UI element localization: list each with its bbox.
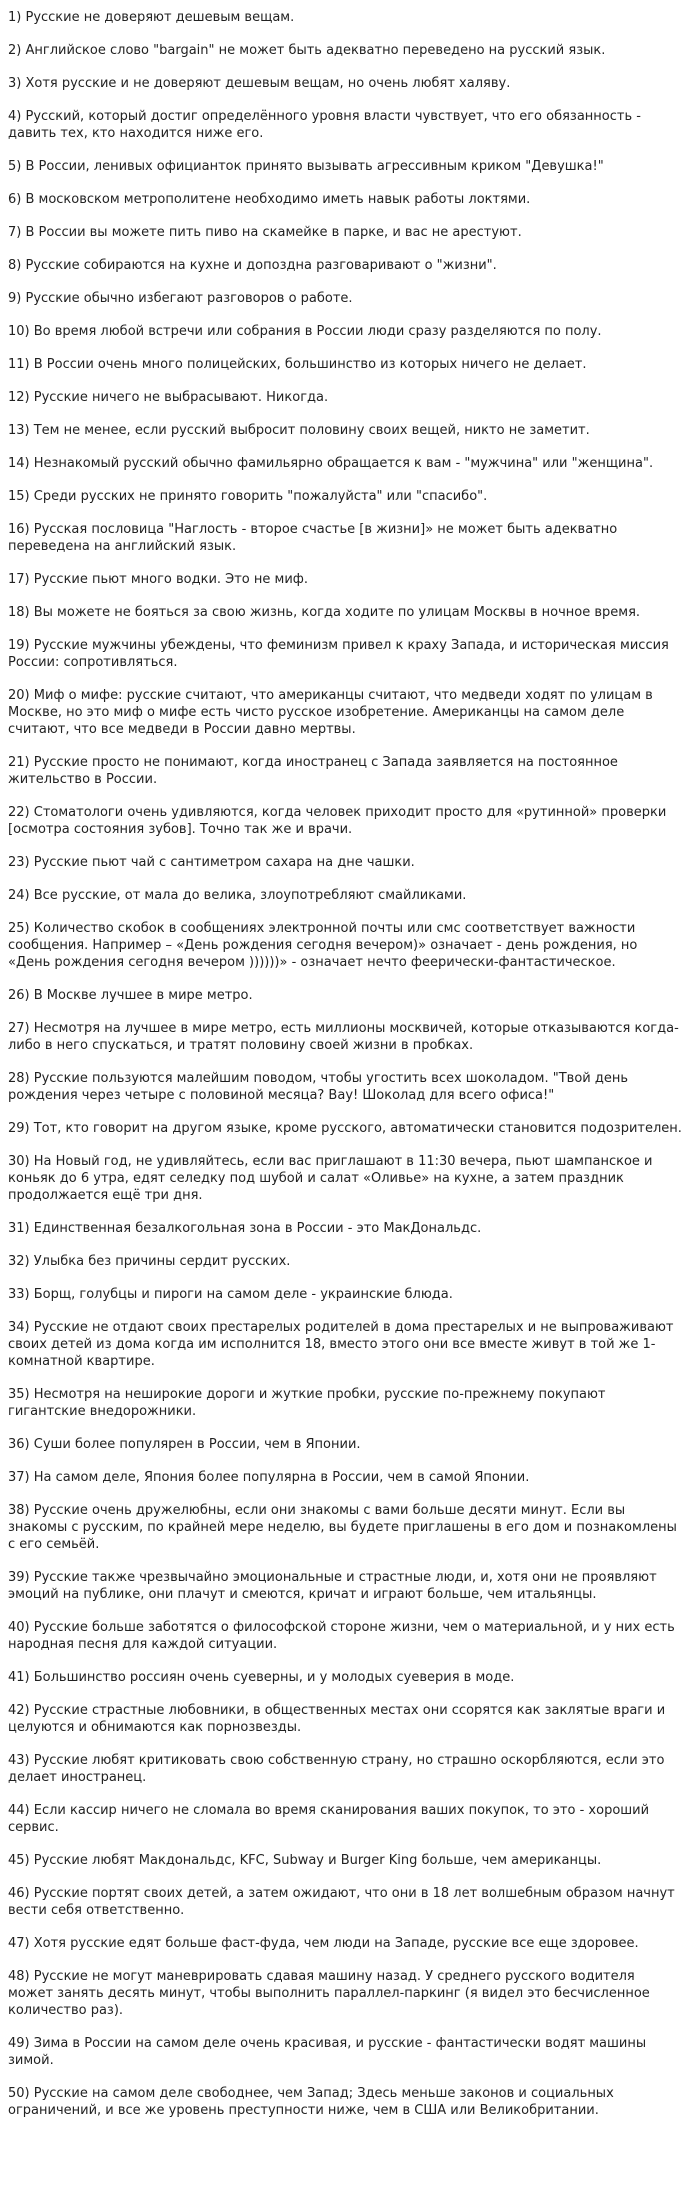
list-item: 2) Английское слово "bargain" не может быть адекватно переведено на русский язык. — [8, 43, 606, 58]
list-item: 8) Русские собираются на кухне и допоздна разговаривают о "жизни". — [8, 258, 497, 273]
list-item: 17) Русские пьют много водки. Это не миф. — [8, 572, 309, 587]
list-item: 48) Русские не могут маневрировать сдавая машину назад. У среднего русского водителя может занять десять минут, чтобы выполнить параллел-паркинг (я видел это бесчисленное количество раз). — [8, 1969, 650, 2018]
list-item: 35) Несмотря на неширокие дороги и жуткие пробки, русские по-прежнему покупают гигантские внедорожники. — [8, 1387, 606, 1419]
list-item: 42) Русские страстные любовники, в общественных местах они ссорятся как заклятые враги и целуются и обнимаются как порнозвезды. — [8, 1703, 666, 1735]
list-item: 6) В московском метрополитене необходимо иметь навык работы локтями. — [8, 192, 531, 207]
list-item: 21) Русские просто не понимают, когда иностранец с Запада заявляется на постоянное жительство в России. — [8, 755, 618, 787]
list-item: 18) Вы можете не бояться за свою жизнь, когда ходите по улицам Москвы в ночное время. — [8, 605, 641, 620]
list-item: 43) Русские любят критиковать свою собственную страну, но страшно оскорбляются, если это делает иностранец. — [8, 1753, 665, 1785]
list-item: 45) Русские любят Макдональдс, KFC, Subway и Burger King больше, чем американцы. — [8, 1853, 602, 1868]
list-item: 36) Суши более популярен в России, чем в Японии. — [8, 1437, 361, 1452]
list-item: 47) Хотя русские едят больше фаст-фуда, чем люди на Западе, русские все еще здоровее. — [8, 1936, 639, 1951]
list-item: 24) Все русские, от мала до велика, злоупотребляют смайликами. — [8, 888, 467, 903]
list-item: 40) Русские больше заботятся о философской стороне жизни, чем о материальной, и у них есть народная песня для каждой ситуации. — [8, 1620, 675, 1652]
list-item: 16) Русская пословица "Наглость - второе счастье [в жизни]» не может быть адекватно переведена на английский язык. — [8, 522, 618, 554]
list-item: 46) Русские портят своих детей, а затем ожидают, что они в 18 лет волшебным образом начнут вести себя ответственно. — [8, 1886, 675, 1918]
list-item: 50) Русские на самом деле свободнее, чем Запад; Здесь меньше законов и социальных ограничений, и все же уровень преступности ниже, чем в США или Великобритании. — [8, 2086, 614, 2118]
list-item: 32) Улыбка без причины сердит русских. — [8, 1254, 291, 1269]
list-item: 34) Русские не отдают своих престарелых родителей в дома престарелых и не выпроваживают своих детей из дома когда им исполнится 18, вместо этого они все вместе живут в той же 1-комнатной квартире. — [8, 1320, 674, 1369]
list-item: 23) Русские пьют чай с сантиметром сахара на дне чашки. — [8, 855, 415, 870]
list-item: 27) Несмотря на лучшее в мире метро, есть миллионы москвичей, которые отказываются когда-либо в него спускаться, и тратят половину своей жизни в пробках. — [8, 1021, 679, 1053]
list-item: 33) Борщ, голубцы и пироги на самом деле - украинские блюда. — [8, 1287, 453, 1302]
list-item: 11) В России очень много полицейских, большинство из которых ничего не делает. — [8, 357, 587, 372]
list-item: 25) Количество скобок в сообщениях электронной почты или смс соответствует важности сообщения. Например – «День рождения сегодня вечером)» означает - день рождения, но «День рождения сегодня вечером ))))))» - означает нечто феерически-фантастическое. — [8, 921, 638, 970]
list-item: 5) В России, ленивых официанток принято вызывать агрессивным криком "Девушка!" — [8, 159, 604, 174]
list-item: 9) Русские обычно избегают разговоров о работе. — [8, 291, 353, 306]
list-item: 4) Русский, который достиг определённого уровня власти чувствует, что его обязанность - давить тех, кто находится ниже его. — [8, 109, 641, 141]
list-item: 44) Если кассир ничего не сломала во время сканирования ваших покупок, то это - хороший сервис. — [8, 1803, 650, 1835]
list-item: 29) Тот, кто говорит на другом языке, кроме русского, автоматически становится подозрителен. — [8, 1121, 682, 1136]
list-item: 39) Русские также чрезвычайно эмоциональные и страстные люди, и, хотя они не проявляют эмоций на публике, они плачут и смеются, кричат и играют больше, чем итальянцы. — [8, 1570, 657, 1602]
list-item: 19) Русские мужчины убеждены, что феминизм привел к краху Запада, и историческая миссия России: сопротивляться. — [8, 638, 669, 670]
list-item: 30) На Новый год, не удивляйтесь, если вас приглашают в 11:30 вечера, пьют шампанское и коньяк до 6 утра, едят селедку под шубой и салат «Оливье» на кухне, а затем праздник продолжается ещё три дня. — [8, 1154, 653, 1203]
list-item: 7) В России вы можете пить пиво на скамейке в парке, и вас не арестуют. — [8, 225, 522, 240]
list-item: 41) Большинство россиян очень суеверны, и у молодых суеверия в моде. — [8, 1670, 515, 1685]
list-item: 15) Среди русских не принято говорить "пожалуйста" или "спасибо". — [8, 489, 488, 504]
list-item: 49) Зима в России на самом деле очень красивая, и русские - фантастически водят машины зимой. — [8, 2036, 647, 2068]
list-item: 3) Хотя русские и не доверяют дешевым вещам, но очень любят халяву. — [8, 76, 511, 91]
list-item: 14) Незнакомый русский обычно фамильярно обращается к вам - "мужчина" или "женщина". — [8, 456, 654, 471]
list-item: 26) В Москве лучшее в мире метро. — [8, 988, 253, 1003]
list-item: 31) Единственная безалкогольная зона в России - это МакДональдс. — [8, 1221, 482, 1236]
list-item: 13) Тем не менее, если русский выбросит половину своих вещей, никто не заметит. — [8, 423, 590, 438]
list-item: 10) Во время любой встречи или собрания в России люди сразу разделяются по полу. — [8, 324, 602, 339]
list-item: 12) Русские ничего не выбрасывают. Никогда. — [8, 390, 329, 405]
list-item: 38) Русские очень дружелюбны, если они знакомы с вами больше десяти минут. Если вы знакомы с русским, по крайней мере неделю, вы будете приглашены в его дом и познакомлены с его семьёй. — [8, 1503, 677, 1552]
list-item: 37) На самом деле, Япония более популярна в России, чем в самой Японии. — [8, 1470, 530, 1485]
list-item: 20) Миф о мифе: русские считают, что американцы считают, что медведи ходят по улицам в Москве, но это миф о мифе есть чисто русское изобретение. Американцы на самом деле считают, что все медведи в России давно мертвы. — [8, 688, 653, 737]
numbered-list — [8, 9, 690, 2119]
list-item: 22) Стоматологи очень удивляются, когда человек приходит просто для «рутинной» проверки [осмотра состояния зубов]. Точно так же и врачи. — [8, 805, 667, 837]
list-item: 28) Русские пользуются малейшим поводом, чтобы угостить всех шоколадом. "Твой день рождения через четыре с половиной месяца? Вау! Шоколад для всего офиса!" — [8, 1071, 629, 1103]
list-item: 1) Русские не доверяют дешевым вещам. — [8, 10, 295, 25]
